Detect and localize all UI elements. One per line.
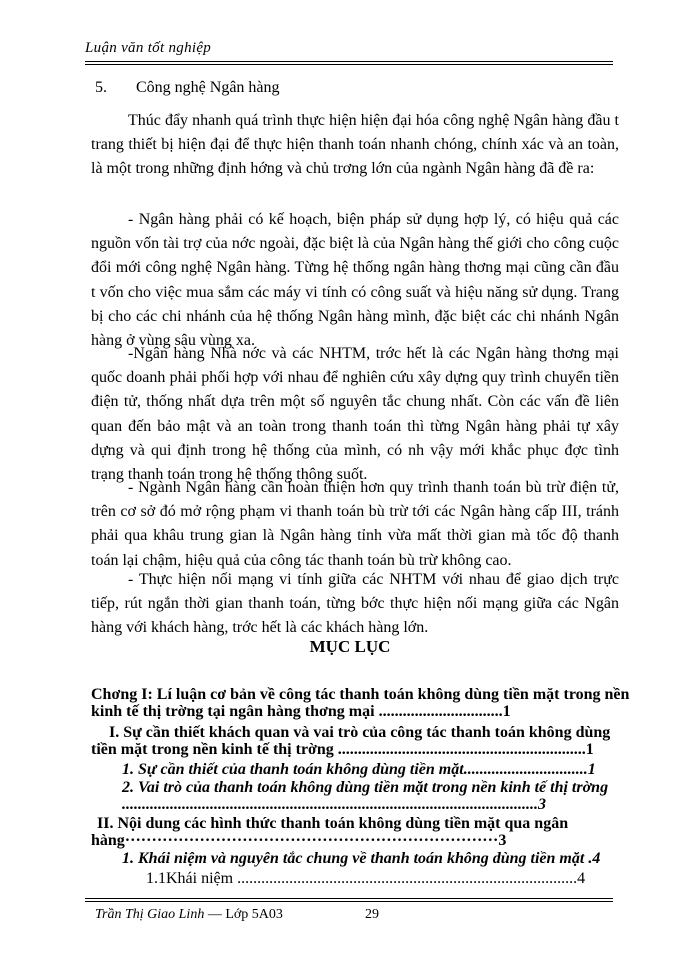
paragraph-capital-investment: - Ngân hàng phải có kế hoạch, biện pháp sử dụng hợp lý, có hiệu quả các nguồn vốn tài trợ của nớc ngoài, đặc biệt là của Ngân hàng thế giới cho công cuộc đổi mới công nghệ Ngân hàng. Từng hệ thống ngân hàng thơng mại cũng cần đầu t vốn cho việc mua sắm các máy vi tính có công suất và hiệu năng sử dụng. Trang bị cho các chi nhánh của hệ thống Ngân hàng mình, đặc biệt các chi nhánh Ngân hàng ở vùng sâu vùng xa. xyxy=(91,211,619,350)
author-name: Trần Thị Giao Linh xyxy=(95,907,205,922)
header-rule-bottom xyxy=(85,64,613,65)
toc-dot-leader: ..................................................................................... xyxy=(233,870,578,887)
toc-entry-text: 1.1Khái niệm xyxy=(146,870,234,887)
toc-entry-text: 2. Vai trò của thanh toán không dùng tiền mặt trong nền kinh tế thị trờng xyxy=(122,779,609,796)
toc-dot-leader: ........................................................................................................ xyxy=(122,796,538,813)
toc-entry-chapter-1[interactable] xyxy=(91,686,630,720)
section-number: 5. xyxy=(95,79,107,96)
page-number: 29 xyxy=(365,907,379,922)
footer-author xyxy=(95,907,283,923)
toc-dot-leader: ······································································ xyxy=(124,832,499,849)
toc-entry-II-1-1[interactable] xyxy=(91,870,630,887)
toc-page-number: 4 xyxy=(592,850,601,867)
toc-title: MỤC LỤC xyxy=(309,637,391,656)
paragraph-intro: Thúc đẩy nhanh quá trình thực hiện hiện đại hóa công nghệ Ngân hàng đầu t trang thiết bị hiện đại để thực hiện thanh toán nhanh chóng, chính xác và an toàn, là một trong những định hớng và chủ trơng lớn của ngành Ngân hàng đã đề ra: xyxy=(91,112,619,178)
toc-entry-I-1[interactable] xyxy=(91,761,630,778)
footer-rule-bottom xyxy=(85,901,613,902)
toc-entry-I-2[interactable] xyxy=(91,779,630,813)
toc-entry-text: II. Nội dung các hình thức thanh toán không dùng tiền mặt qua ngân hàng xyxy=(91,815,569,849)
toc-page-number: 1 xyxy=(585,741,594,758)
toc-page-number: 3 xyxy=(498,832,507,849)
running-header: Luận văn tốt nghiệp xyxy=(85,40,212,56)
toc-dot-leader: .............................................................. xyxy=(333,741,586,758)
toc-entry-text: 1. Khái niệm và nguyên tắc chung về thanh toán không dùng tiền mặt xyxy=(122,850,585,867)
toc-entry-text: I. Sự cần thiết khách quan và vai trò của công tác thanh toán không dùng tiền mặt trong nền kinh tế thị trờng xyxy=(91,724,611,758)
toc-page-number: 1 xyxy=(587,761,596,778)
toc-page-number: 3 xyxy=(538,796,546,813)
toc-entry-section-II[interactable] xyxy=(91,815,630,849)
toc-dot-leader: . xyxy=(584,850,593,867)
paragraph-networking: - Thực hiện nối mạng vi tính giữa các NHTM với nhau để giao dịch trực tiếp, rút ngắn thời gian thanh toán, từng bớc thực hiện nối mạng giữa các Ngân hàng với khách hàng, trớc hết là các khách hàng lớn. xyxy=(91,571,619,637)
paragraph-clearing: - Ngành Ngân hàng cần hoàn thiện hơn quy trình thanh toán bù trừ điện tử, trên cơ sở đó mở rộng phạm vi thanh toán bù trừ tới các Ngân hàng cấp III, tránh phải qua khâu trung gian là Ngân hàng tỉnh vừa mất thời gian mà tốc độ thanh toán lại chậm, hiệu quả của công tác thanh toán bù trừ không cao. xyxy=(91,479,619,569)
toc-entry-text: Chơng I: Lí luận cơ bản về công tác thanh toán không dùng tiền mặt trong nền kinh tế thị trờng tại ngân hàng thơng mại xyxy=(91,686,630,720)
toc-page-number: 4 xyxy=(577,870,586,887)
paragraph-coordination: -Ngân hàng Nhà nớc và các NHTM, trớc hết là các Ngân hàng thơng mại quốc doanh phải phối hợp với nhau để nghiên cứu xây dựng quy trình chuyển tiền điện tử, thống nhất dựa trên một số nguyên tắc chung nhất. Còn các vấn đề liên quan đến bảo mật và an toàn trong thanh toán thì từng Ngân hàng phải tự xây dựng và qui định trong hệ thống của mình, có nh vậy mới khắc phục đợc tình trạng thanh toán trong hệ thống thông suốt. xyxy=(91,345,619,484)
toc-entry-section-I[interactable] xyxy=(91,724,630,758)
toc-entry-II-1[interactable] xyxy=(91,850,630,867)
section-title: Công nghệ Ngân hàng xyxy=(136,79,280,96)
toc-entry-text: 1. Sự cần thiết của thanh toán không dùng tiền mặt xyxy=(122,761,464,778)
toc-dot-leader: ............................... xyxy=(463,761,588,778)
toc-dot-leader: ............................... xyxy=(374,703,503,720)
header-rule-top xyxy=(85,61,613,62)
class-label: — Lớp 5A03 xyxy=(204,907,283,922)
footer-rule-top xyxy=(85,898,613,899)
section-heading xyxy=(95,79,280,97)
toc-page-number: 1 xyxy=(502,703,511,720)
